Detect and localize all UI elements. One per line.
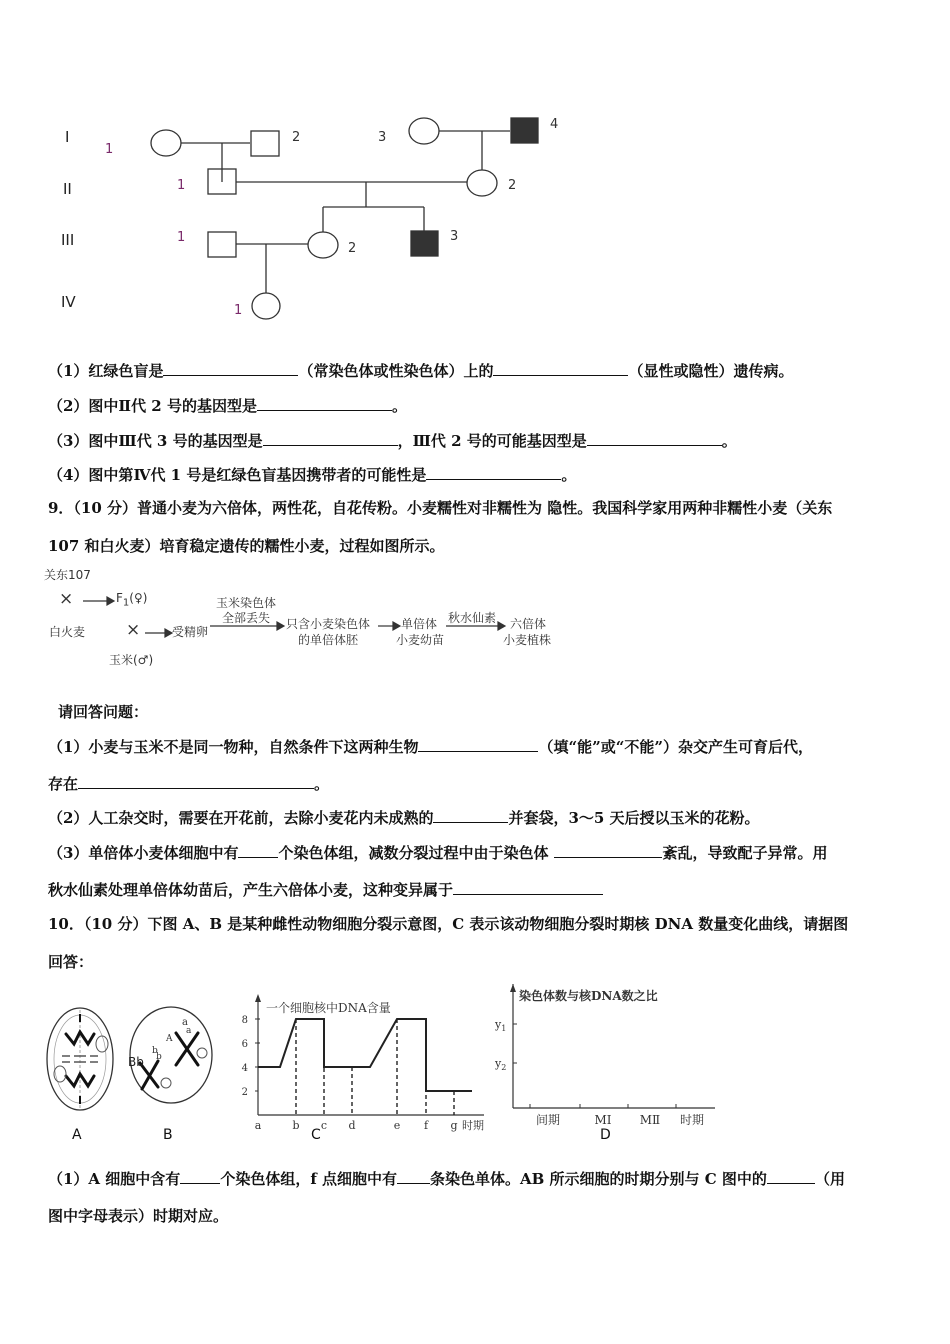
pedigree-label: 1 — [234, 303, 243, 318]
q10-part1-cont: 图中字母表示）时期对应。 — [48, 1207, 229, 1225]
flow-embryo-2: 的单倍体胚 — [298, 633, 359, 647]
pedigree-III-1-male — [208, 232, 236, 257]
q10-line1: 10．（10 分）下图 A、B 是某种雌性动物细胞分裂示意图，C 表示该动物细胞分裂时期核 DNA 数量变化曲线，请据图 — [48, 915, 849, 933]
y-tick-label: 8 — [241, 1015, 248, 1026]
pedigree-label: 4 — [550, 117, 559, 132]
pedigree-label: 2 — [348, 241, 357, 256]
flow-plant-2: 小麦植株 — [503, 633, 552, 647]
q9-p1-text-c: 存在 — [48, 775, 79, 793]
flow-seedling-1: 单倍体 — [401, 617, 438, 631]
answer-blank[interactable] — [433, 807, 508, 823]
y-axis-arrow — [510, 984, 516, 992]
q9-p2-text-a: （2）人工杂交时，需要在开花前，去除小麦花内未成熟的 — [48, 809, 434, 827]
answer-blank[interactable] — [767, 1168, 815, 1184]
q10-part1 — [48, 1168, 845, 1189]
cell-figure-a — [44, 1004, 116, 1114]
answer-blank[interactable] — [418, 736, 538, 752]
x-axis-label: 时期 — [680, 1113, 705, 1127]
pedigree-label: 1 — [177, 230, 186, 245]
q9-line2: 107 和白火麦）培育稳定遗传的糯性小麦，过程如图所示。 — [48, 537, 445, 555]
generation-label-II: II — [63, 180, 72, 198]
answer-blank[interactable] — [554, 842, 662, 858]
q10-p1-text-b: 个染色体组，f 点细胞中有 — [220, 1170, 397, 1188]
flow-cross: × — [59, 589, 74, 609]
answer-blank[interactable] — [78, 773, 314, 789]
answer-blank[interactable] — [257, 395, 392, 411]
flow-zygote: 受精卵 — [172, 625, 209, 639]
q8-p3-text-a: （3）图中Ⅲ代 3 号的基因型是 — [48, 432, 263, 450]
x-tick-label: f — [423, 1119, 429, 1132]
y-tick-label: $y_2$ — [495, 1057, 507, 1072]
pedigree-label: 2 — [508, 178, 517, 193]
figure-label-a: A — [72, 1127, 82, 1143]
chart-title: 染色体数与核DNA数之比 — [519, 989, 658, 1003]
flow-f1-label: F — [116, 591, 123, 605]
chart-c-svg — [222, 990, 502, 1140]
q8-p3-text-c: 。 — [721, 432, 737, 450]
x-tick-label: g — [450, 1119, 458, 1132]
x-tick-label: b — [292, 1119, 300, 1132]
answer-blank[interactable] — [397, 1168, 430, 1184]
pedigree-III-3-affected-male — [411, 231, 438, 256]
breeding-flowchart — [40, 563, 600, 673]
pedigree-IV-1-female — [252, 293, 280, 319]
q8-p4-text-b: 。 — [561, 466, 577, 484]
q8-p1-text-a: （1）红绿色盲是 — [48, 362, 164, 380]
svg-text:A: A — [166, 1034, 173, 1044]
answer-blank[interactable] — [238, 842, 278, 858]
flow-seedling-2: 小麦幼苗 — [396, 633, 445, 647]
answer-blank[interactable] — [163, 360, 298, 376]
q9-part1 — [48, 736, 813, 757]
x-tick-label: e — [393, 1119, 401, 1132]
q9-part3 — [48, 842, 827, 863]
answer-blank[interactable] — [263, 430, 398, 446]
pedigree-figure — [0, 0, 950, 340]
y-axis-arrow — [255, 994, 261, 1002]
q9-p1-text-b: （填“能”或“不能”）杂交产生可育后代， — [538, 738, 813, 756]
pedigree-I-1-female — [151, 130, 181, 156]
svg-text:a: a — [186, 1026, 192, 1036]
x-tick-label: d — [348, 1119, 356, 1132]
answer-blank[interactable] — [493, 360, 628, 376]
cell-figure-b — [126, 1003, 216, 1108]
x-tick-label: MⅠ — [594, 1113, 612, 1127]
flow-arrows — [40, 563, 600, 673]
q10-p1-text-c: 条染色单体。AB 所示细胞的时期分别与 C 图中的 — [430, 1170, 767, 1188]
y-tick-label: 6 — [241, 1039, 248, 1050]
flow-guandong: 关东107 — [44, 568, 91, 582]
generation-label-III: III — [61, 231, 75, 249]
q8-p2-text-a: （2）图中Ⅱ代 2 号的基因型是 — [48, 397, 257, 415]
x-tick-label: a — [254, 1119, 262, 1132]
q10-p1-text-d: （用 — [814, 1170, 845, 1188]
x-tick-label: c — [320, 1119, 328, 1132]
cell-a-svg — [44, 1004, 116, 1114]
x-tick-label: 间期 — [535, 1113, 561, 1127]
flow-embryo-1: 只含小麦染色体 — [286, 617, 371, 631]
y-tick-label: 2 — [241, 1087, 248, 1098]
pedigree-I-3-female — [409, 118, 439, 144]
figure-label-d: D — [600, 1127, 611, 1143]
pedigree-label: 3 — [378, 130, 387, 145]
flow-f1-sex: (♀) — [129, 591, 148, 605]
q8-p2-text-b: 。 — [391, 397, 407, 415]
chart-d-svg — [490, 980, 720, 1140]
answer-blank[interactable] — [426, 464, 561, 480]
q9-p2-text-b: 并套袋，3～5 天后授以玉米的花粉。 — [508, 809, 760, 827]
answer-blank[interactable] — [180, 1168, 220, 1184]
svg-text:b: b — [156, 1052, 162, 1062]
chart-title: 一个细胞核中DNA含量 — [266, 1001, 391, 1015]
q8-part3 — [48, 430, 737, 451]
generation-label-I: I — [65, 128, 70, 146]
q8-p1-text-b: （常染色体或性染色体）上的 — [298, 362, 494, 380]
q8-p4-text-a: （4）图中第Ⅳ代 1 号是红绿色盲基因携带者的可能性是 — [48, 466, 427, 484]
q9-p3-text-a: （3）单倍体小麦体细胞中有 — [48, 844, 239, 862]
q9-p3-text-d: 秋水仙素处理单倍体幼苗后，产生六倍体小麦，这种变异属于 — [48, 881, 454, 899]
dna-series-line — [258, 1019, 472, 1091]
figure-label-b: B — [163, 1127, 173, 1143]
q10-line2: 回答： — [48, 953, 94, 971]
flow-step1-top2: 全部丢失 — [222, 611, 271, 625]
x-axis-label: 时期 — [462, 1119, 484, 1132]
y-tick-label: $y_1$ — [495, 1018, 507, 1033]
svg-text:b: b — [152, 1046, 158, 1056]
pedigree-svg — [0, 0, 950, 340]
q9-part2 — [48, 807, 760, 828]
q8-p3-text-b: ，Ⅲ代 2 号的可能基因型是 — [397, 432, 587, 450]
pedigree-label: 1 — [105, 142, 114, 157]
flow-step1-top1: 玉米染色体 — [216, 596, 277, 610]
q10-p1-text-a: （1）A 细胞中含有 — [48, 1170, 181, 1188]
q8-p1-text-c: （显性或隐性）遗传病。 — [628, 362, 794, 380]
q9-p1-text-d: 。 — [314, 775, 330, 793]
answer-blank[interactable] — [453, 879, 603, 895]
q9-prompt: 请回答问题： — [58, 703, 149, 721]
answer-blank[interactable] — [587, 430, 722, 446]
chart-c — [222, 990, 502, 1143]
pedigree-label: 2 — [292, 130, 301, 145]
q9-part3-cont — [48, 879, 603, 900]
y-tick-label: 4 — [241, 1063, 248, 1074]
q9-p1-text-a: （1）小麦与玉米不是同一物种，自然条件下这两种生物 — [48, 738, 419, 756]
pedigree-II-2-female — [467, 170, 497, 196]
chart-d — [490, 980, 720, 1143]
flow-corn: 玉米(♂) — [109, 653, 154, 667]
x-tick-label: MⅡ — [639, 1113, 661, 1127]
flow-colchicine: 秋水仙素 — [448, 611, 497, 625]
pedigree-III-2-female — [308, 232, 338, 258]
q9-line1: 9．（10 分）普通小麦为六倍体，两性花，自花传粉。小麦糯性对非糯性为 隐性。我国科学家用两种非糯性小麦（关东 — [48, 499, 833, 517]
q9-p3-text-c: 紊乱，导致配子异常。用 — [662, 844, 828, 862]
pedigree-I-2-male — [251, 131, 279, 156]
generation-label-IV: IV — [61, 293, 76, 311]
q8-part4 — [48, 464, 576, 485]
svg-text:a: a — [182, 1017, 188, 1028]
q8-part1 — [48, 360, 793, 381]
flow-plant-1: 六倍体 — [510, 617, 547, 631]
pedigree-label: 3 — [450, 229, 459, 244]
pedigree-I-4-affected-male — [511, 118, 538, 143]
flow-f1-sub: 1 — [122, 597, 130, 609]
flow-baihuo: 白火麦 — [49, 625, 86, 639]
pedigree-label: 1 — [177, 178, 186, 193]
figure-label-c: C — [311, 1127, 321, 1143]
cell-b-genes: Bb — [128, 1055, 144, 1069]
q8-part2 — [48, 395, 407, 416]
q9-part1-cont — [48, 773, 329, 794]
flow-cross-2: × — [126, 620, 141, 640]
q9-p3-text-b: 个染色体组，减数分裂过程中由于染色体 — [278, 844, 549, 862]
